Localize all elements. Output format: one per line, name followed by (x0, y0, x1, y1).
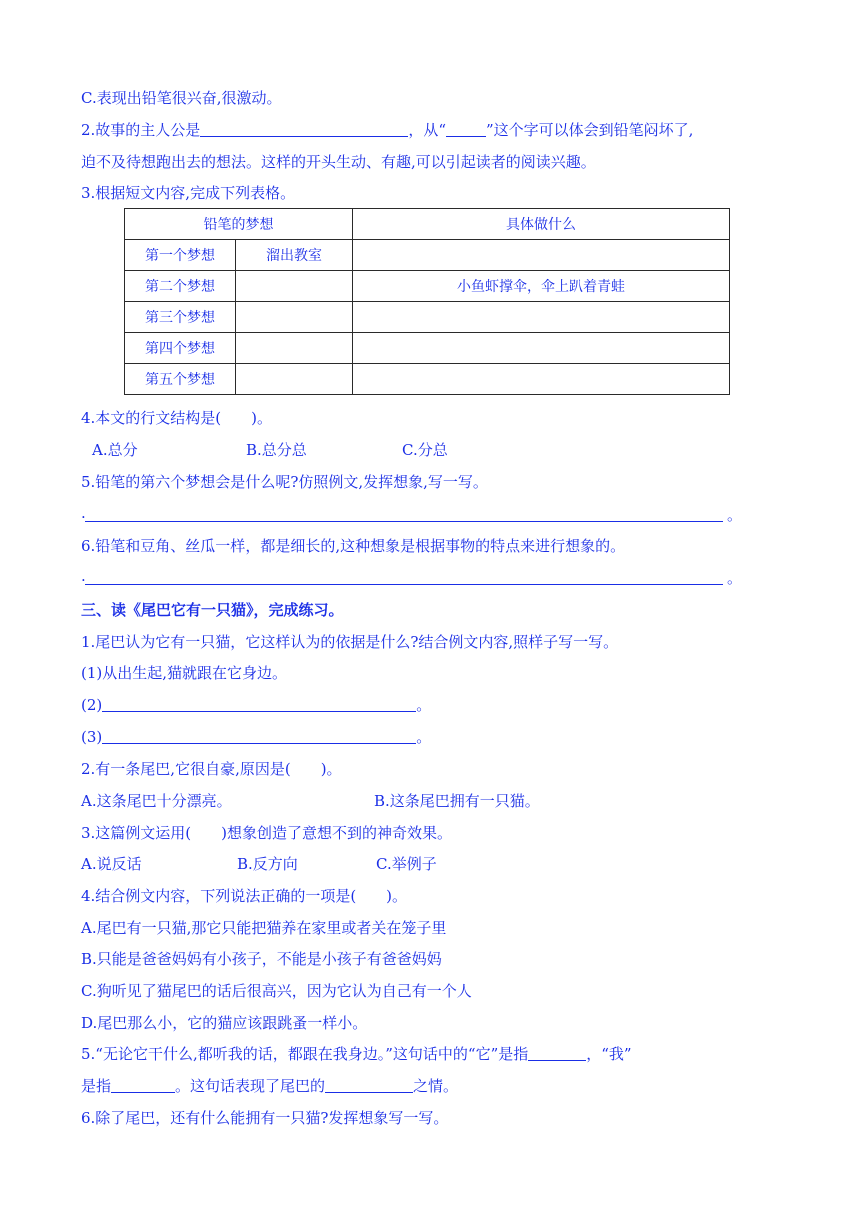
table-header-row (125, 209, 730, 240)
i-refers-blank[interactable] (111, 1077, 175, 1093)
question-2-line2: 迫不及待想跑出去的想法。这样的开头生动、有趣,可以引起读者的阅读兴趣。 (81, 153, 596, 171)
row-label: 第一个梦想 (125, 240, 236, 271)
row-dream-cell[interactable] (236, 271, 353, 302)
structure-option-c: C.分总 (402, 441, 448, 459)
header-dream: 铅笔的梦想 (125, 209, 353, 240)
q4-option-c: C.狗听见了猫尾巴的话后很高兴，因为它认为自己有一个人 (81, 982, 472, 1000)
section-3-question-1: 1.尾巴认为它有一只猫，它这样认为的依据是什么?结合例文内容,照样子写一写。 (81, 633, 619, 651)
q2-option-a: A.这条尾巴十分漂亮。 (81, 792, 232, 810)
section-3-question-6: 6.除了尾巴，还有什么能拥有一只猫?发挥想象写一写。 (81, 1109, 449, 1127)
row-label: 第二个梦想 (125, 271, 236, 302)
q1-item-3-blank[interactable] (102, 728, 416, 744)
row-label: 第五个梦想 (125, 364, 236, 395)
row-detail-cell[interactable] (353, 240, 730, 271)
answer-line-q6[interactable]: . 。 (81, 567, 743, 587)
option-c-excited: C.表现出铅笔很兴奋,很激动。 (81, 89, 282, 107)
header-detail: 具体做什么 (353, 209, 730, 240)
row-dream-cell[interactable] (236, 302, 353, 333)
row-detail-cell[interactable] (353, 364, 730, 395)
character-blank[interactable] (446, 121, 486, 137)
q2-option-b: B.这条尾巴拥有一只猫。 (374, 792, 540, 810)
question-4: 4.本文的行文结构是( )。 (81, 409, 273, 427)
row-detail-cell[interactable] (353, 333, 730, 364)
dream-table (124, 208, 730, 395)
section-3-question-4: 4.结合例文内容，下列说法正确的一项是( )。 (81, 887, 408, 905)
section-3-question-5: 5.“无论它干什么,都听我的话，都跟在我身边。”这句话中的“它”是指 ，“我” (81, 1045, 632, 1063)
q1-item-2: (2) 。 (81, 696, 432, 714)
protagonist-blank[interactable] (200, 121, 408, 137)
row-detail-cell[interactable] (353, 302, 730, 333)
q1-item-1: (1)从出生起,猫就跟在它身边。 (81, 664, 288, 682)
row-label: 第四个梦想 (125, 333, 236, 364)
section-3-question-3: 3.这篇例文运用( )想象创造了意想不到的神奇效果。 (81, 824, 453, 842)
feeling-blank[interactable] (325, 1077, 413, 1093)
q3-option-c: C.举例子 (376, 855, 437, 873)
row-dream-cell[interactable] (236, 364, 353, 395)
question-5: 5.铅笔的第六个梦想会是什么呢?仿照例文,发挥想象,写一写。 (81, 473, 488, 491)
q3-option-b: B.反方向 (237, 855, 298, 873)
table-row (125, 271, 730, 302)
q4-option-a: A.尾巴有一只猫,那它只能把猫养在家里或者关在笼子里 (81, 919, 447, 937)
structure-option-b: B.总分总 (246, 441, 307, 459)
table-row (125, 364, 730, 395)
structure-option-a: A.总分 (92, 441, 138, 459)
it-refers-blank[interactable] (528, 1045, 586, 1061)
table-row (125, 302, 730, 333)
section-3-question-2: 2.有一条尾巴,它很自豪,原因是( )。 (81, 760, 342, 778)
answer-line-q5[interactable]: . 。 (81, 504, 743, 524)
row-dream: 溜出教室 (236, 240, 353, 271)
row-detail: 小鱼虾撑伞，伞上趴着青蛙 (353, 271, 730, 302)
table-row (125, 240, 730, 271)
row-label: 第三个梦想 (125, 302, 236, 333)
q4-option-b: B.只能是爸爸妈妈有小孩子，不能是小孩子有爸爸妈妈 (81, 950, 442, 968)
question-3: 3.根据短文内容,完成下列表格。 (81, 184, 296, 202)
question-2: 2.故事的主人公是 ，从“ ”这个字可以体会到铅笔闷坏了, (81, 121, 694, 139)
q1-item-3: (3) 。 (81, 728, 432, 746)
q3-option-a: A.说反话 (81, 855, 142, 873)
table-row (125, 333, 730, 364)
q1-item-2-blank[interactable] (102, 696, 416, 712)
section-3-heading: 三、读《尾巴它有一只猫》，完成练习。 (81, 601, 344, 619)
question-6: 6.铅笔和豆角、丝瓜一样，都是细长的,这种想象是根据事物的特点来进行想象的。 (81, 537, 626, 555)
section-3-question-5-line2: 是指 。这句话表现了尾巴的 之情。 (81, 1077, 459, 1095)
row-dream-cell[interactable] (236, 333, 353, 364)
q4-option-d: D.尾巴那么小，它的猫应该跟跳蚤一样小。 (81, 1014, 368, 1032)
